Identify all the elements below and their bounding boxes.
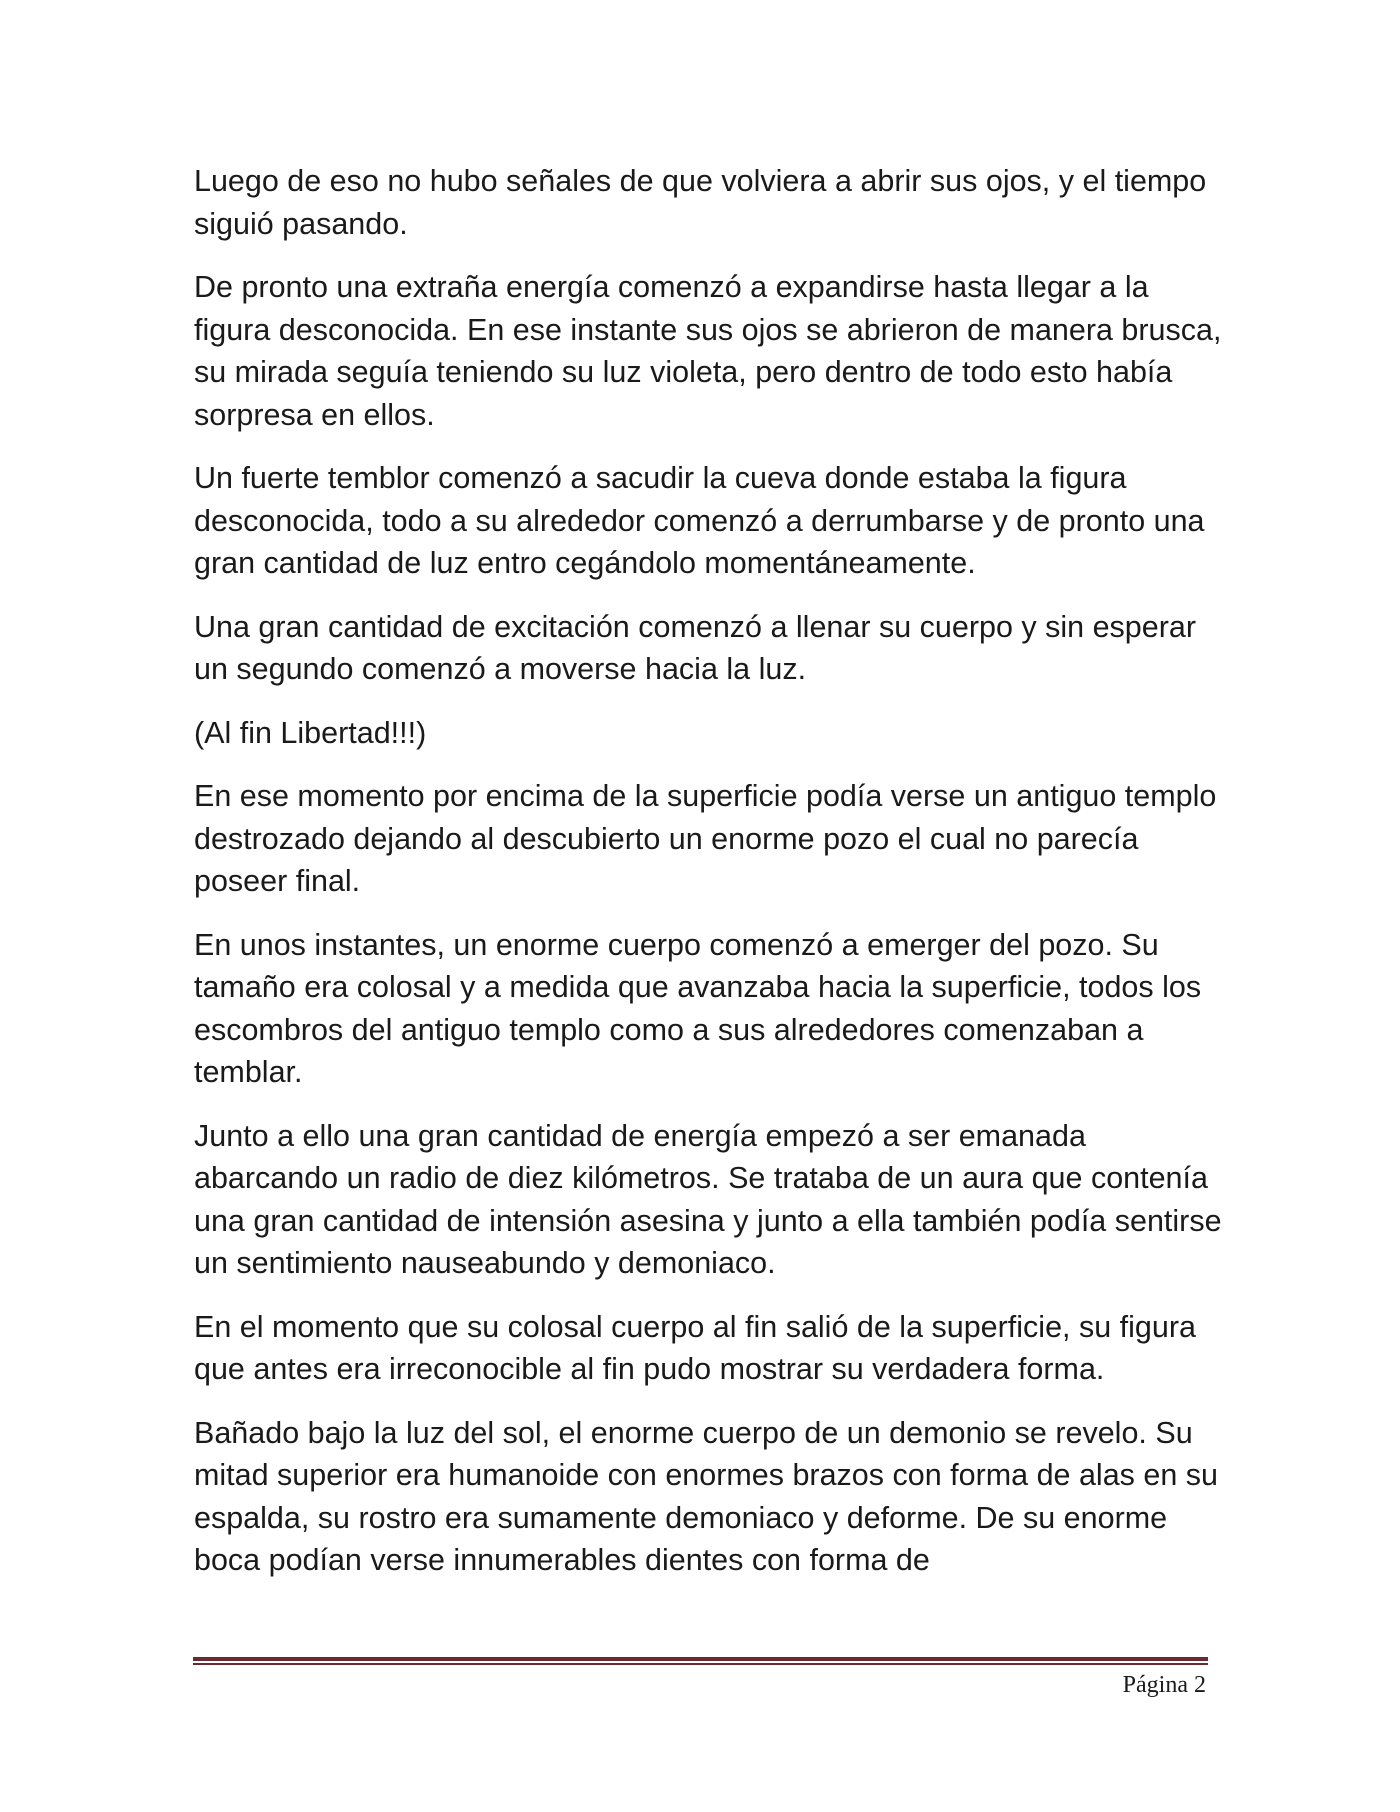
body-text [194,160,1224,1603]
paragraph: (Al fin Libertad!!!) [194,715,427,750]
paragraph: Junto a ello una gran cantidad de energía empezó a ser emanada abarcando un radio de diez kilómetros. Se trataba de un aura que contenía una gran cantidad de intensión asesina y junto a ella también podía sentirse un sentimiento nauseabundo y demoniaco. [194,1118,1222,1280]
paragraph: Luego de eso no hubo señales de que volviera a abrir sus ojos, y el tiempo siguió pasando. [194,164,1207,241]
paragraph: En ese momento por encima de la superficie podía verse un antiguo templo destrozado dejando al descubierto un enorme pozo el cual no parecía poseer final. [194,779,1217,898]
paragraph: Un fuerte temblor comenzó a sacudir la cueva donde estaba la figura desconocida, todo a su alrededor comenzó a derrumbarse y de pronto una gran cantidad de luz entro cegándolo momentáneamente. [194,461,1205,580]
paragraph: Bañado bajo la luz del sol, el enorme cuerpo de un demonio se revelo. Su mitad superior era humanoide con enormes brazos con forma de alas en su espalda, su rostro era sumamente demoniaco y deforme. De su enorme boca podían verse innumerables dientes con forma de [194,1415,1218,1577]
paragraph: Una gran cantidad de excitación comenzó a llenar su cuerpo y sin esperar un segundo comenzó a moverse hacia la luz. [194,609,1196,686]
footer-divider-thick-line [193,1657,1208,1661]
footer-divider [193,1657,1208,1666]
paragraph: En el momento que su colosal cuerpo al fin salió de la superficie, su figura que antes era irreconocible al fin pudo mostrar su verdadera forma. [194,1309,1196,1386]
footer-divider-thin-line [193,1663,1208,1665]
paragraph: De pronto una extraña energía comenzó a expandirse hasta llegar a la figura desconocida. En ese instante sus ojos se abrieron de manera brusca, su mirada seguía teniendo su luz violeta, pero dentro de todo esto había sorpresa en ellos. [194,270,1222,432]
page-number: Página 2 [1122,1672,1206,1698]
paragraph: En unos instantes, un enorme cuerpo comenzó a emerger del pozo. Su tamaño era colosal y a medida que avanzaba hacia la superficie, todos los escombros del antiguo templo como a sus alrededores comenzaban a temblar. [194,927,1202,1089]
